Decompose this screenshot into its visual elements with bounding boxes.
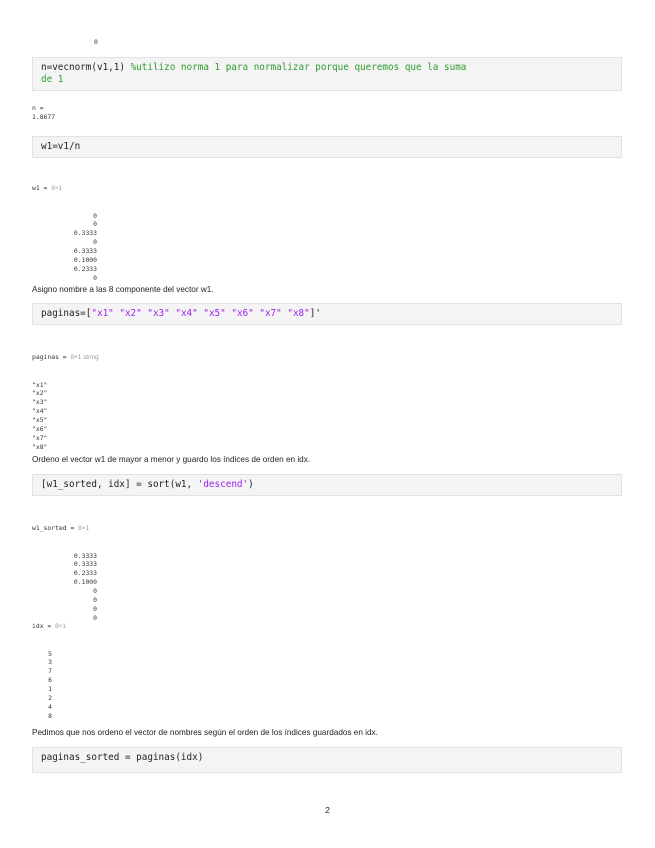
code-string: "x2" xyxy=(113,308,142,319)
output-value-row: 0.3333 xyxy=(73,551,97,560)
code-cell-w1[interactable] xyxy=(32,136,622,158)
prose-paragraph: Pedimos que nos ordeno el vector de nombres según el orden de los índices guardados en idx. xyxy=(32,728,378,737)
output-label: paginas = xyxy=(32,352,71,361)
code-text: w1=v1/n xyxy=(41,141,81,152)
output-value-row: 3 xyxy=(48,658,52,667)
output-value-row: 2 xyxy=(48,694,52,703)
output-value-row: 0.3333 xyxy=(73,560,97,569)
code-string: "x1" xyxy=(91,308,114,319)
output-value-row: 0 xyxy=(93,238,97,247)
code-string: "x8" xyxy=(281,308,310,319)
code-cell-vecnorm[interactable] xyxy=(32,57,622,91)
output-value-row: "x4" xyxy=(32,407,48,416)
output-value-row: "x1" xyxy=(32,380,48,389)
code-string: 'descend' xyxy=(197,479,249,490)
code-text: n=vecnorm(v1,1) xyxy=(41,62,131,73)
prose-paragraph: Asigno nombre a las 8 componente del vector w1. xyxy=(32,285,214,294)
output-value-top: 0 xyxy=(94,38,98,46)
output-value-row: 0.1000 xyxy=(73,578,97,587)
code-text: paginas=[ xyxy=(41,308,92,319)
output-value-row: 0.2333 xyxy=(73,264,97,273)
code-text-end: ]' xyxy=(309,308,321,319)
output-value-row: 0 xyxy=(93,587,97,596)
output-label: idx = xyxy=(32,621,56,630)
page-number: 2 xyxy=(325,805,330,815)
output-value-row: 0 xyxy=(93,220,97,229)
prose-paragraph: Ordeno el vector w1 de mayor a menor y guardo los índices de orden en idx. xyxy=(32,455,311,464)
code-string: "x3" xyxy=(141,308,170,319)
output-value-row: "x8" xyxy=(32,442,48,451)
code-comment-continued: de 1 xyxy=(41,74,64,85)
output-size: 8×1 xyxy=(78,524,90,532)
output-value-row: 0 xyxy=(93,613,97,622)
code-text: paginas_sorted = paginas(idx) xyxy=(41,752,204,763)
code-cell-sort[interactable] xyxy=(32,474,622,496)
output-value-row: "x6" xyxy=(32,425,48,434)
output-values xyxy=(32,650,66,721)
code-text: [w1_sorted, idx] = sort(w1, xyxy=(41,479,198,490)
output-value-row: 0 xyxy=(93,211,97,220)
code-string: "x7" xyxy=(253,308,282,319)
output-value-row: 5 xyxy=(48,649,52,658)
output-value-row: "x2" xyxy=(32,389,48,398)
output-value-row: 8 xyxy=(48,711,52,720)
output-value-row: "x3" xyxy=(32,398,48,407)
code-text-end: ) xyxy=(248,479,254,490)
output-values xyxy=(32,212,97,283)
output-label: w1_sorted = xyxy=(32,523,79,532)
output-values xyxy=(32,381,99,452)
output-value-row: 7 xyxy=(48,667,52,676)
output-size: 8×1 xyxy=(55,622,66,630)
output-value-row: "x5" xyxy=(32,416,48,425)
output-value-row: 0 xyxy=(93,604,97,613)
output-value-row: 6 xyxy=(48,676,52,685)
output-size: 8×1 string xyxy=(70,353,99,361)
code-string: "x6" xyxy=(225,308,254,319)
output-value-row: 0.3333 xyxy=(73,247,97,256)
code-cell-paginas-sorted[interactable] xyxy=(32,747,622,773)
output-value-row: 4 xyxy=(48,702,52,711)
code-comment: %utilizo norma 1 para normalizar porque queremos que la suma xyxy=(130,62,467,73)
code-strings xyxy=(91,308,309,319)
output-paginas xyxy=(32,335,99,461)
code-string: "x4" xyxy=(169,308,198,319)
output-idx xyxy=(32,604,66,730)
output-size: 8×1 xyxy=(51,184,63,192)
output-value-row: 0.3333 xyxy=(73,229,97,238)
output-n xyxy=(32,104,55,122)
code-cell-paginas[interactable] xyxy=(32,303,622,325)
output-value-row: 1 xyxy=(48,685,52,694)
output-label: w1 = xyxy=(32,183,52,192)
output-value-row: 0 xyxy=(93,273,97,282)
output-value-row: 0.1000 xyxy=(73,256,97,265)
output-label: n = xyxy=(32,104,44,112)
output-w1 xyxy=(32,166,97,292)
output-value-row: "x7" xyxy=(32,433,48,442)
code-string: "x5" xyxy=(197,308,226,319)
output-value-row: 0.2333 xyxy=(73,569,97,578)
output-value: 1.8677 xyxy=(32,112,56,121)
output-value-row: 0 xyxy=(93,596,97,605)
